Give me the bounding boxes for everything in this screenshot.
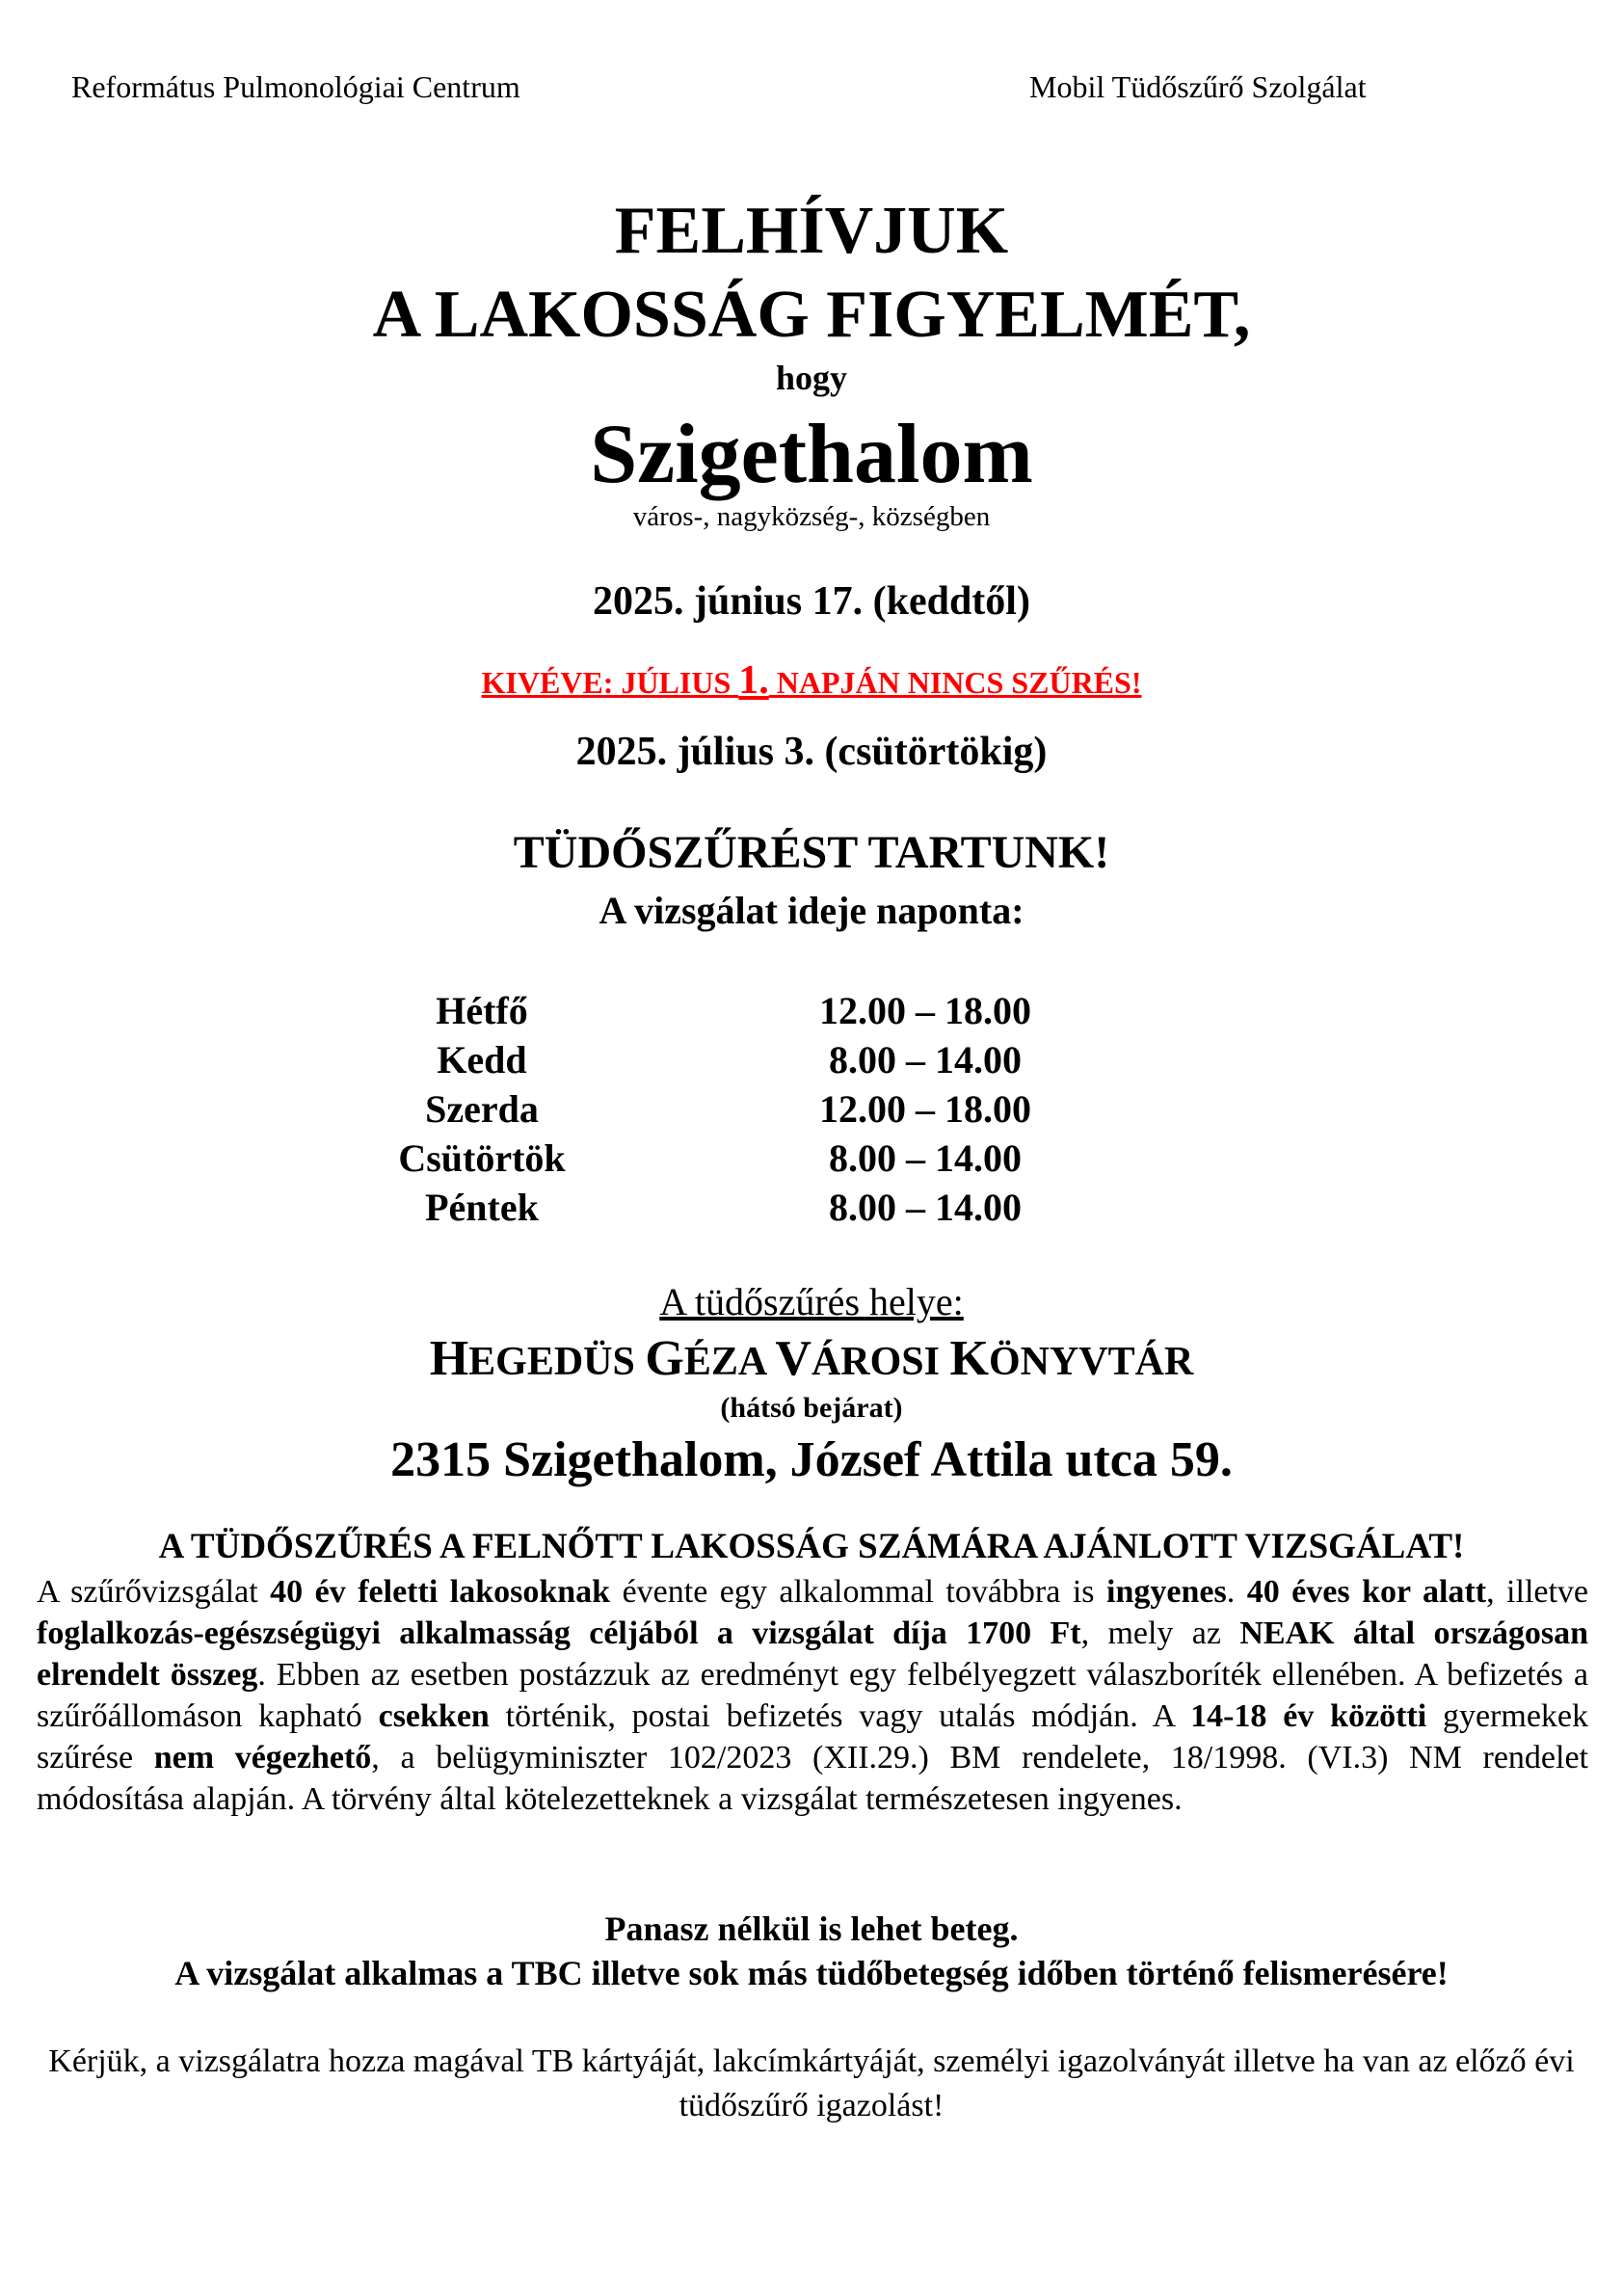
venue-initial: V [775, 1331, 812, 1386]
venue-word: ÉZA [683, 1340, 776, 1384]
venue-word: EGEDÜS [468, 1340, 646, 1384]
schedule-day: Kedd [437, 1038, 527, 1081]
start-date: 2025. június 17. (keddtől) [593, 579, 1030, 624]
info-emphasis: 14-18 év közötti [1190, 1698, 1427, 1734]
info-text: . Ebben az esetben postázzuk az eredményt egy felbélyegzett válaszboríték ellenében. A befizetés a szűrőállomáson kapható [37, 1657, 1588, 1734]
exception-text-2: NAPJÁN NINCS SZŰRÉS! [768, 665, 1142, 700]
venue-initial: H [429, 1331, 469, 1386]
closing-request: Kérjük, a vizsgálatra hozza magával TB kártyáját, lakcímkártyáját, személyi igazolványát illetve ha van az előző évi tüdőszűrő igazolást! [48, 2043, 1575, 2123]
info-text: , mely az [1080, 1615, 1240, 1651]
title-line-2: A LAKOSSÁG FIGYELMÉT, [372, 278, 1251, 352]
exception-day: 1. [738, 658, 769, 703]
venue-word: ÁROSI [811, 1340, 950, 1384]
headline-main: TÜDŐSZŰRÉST TARTUNK! [513, 827, 1110, 878]
schedule-time: 8.00 – 14.00 [829, 1186, 1022, 1229]
info-text: évente egy alkalommal továbbra is [610, 1574, 1106, 1610]
venue-initial: G [645, 1331, 684, 1386]
info-text: A szűrővizsgálat [37, 1574, 271, 1610]
exception-text-1: KIVÉVE: JÚLIUS [481, 665, 739, 700]
closing-line-2: A vizsgálat alkalmas a TBC illetve sok más tüdőbetegség időben történő felismerésére! [174, 1954, 1449, 1992]
end-date: 2025. július 3. (csütörtökig) [575, 730, 1048, 774]
schedule-day: Hétfő [436, 989, 528, 1032]
header-service: Mobil Tüdőszűrő Szolgálat [1029, 69, 1367, 104]
schedule-day: Csütörtök [398, 1136, 566, 1180]
location-label [0, 1278, 1623, 1326]
town-subtitle: város-, nagyközség-, községben [632, 501, 991, 532]
town-name: Szigethalom [590, 408, 1033, 501]
location-label-text: A tüdőszűrés helye: [659, 1280, 964, 1323]
venue-name [0, 1331, 1623, 1387]
entrance-note: (hátsó bejárat) [720, 1392, 903, 1424]
info-emphasis: csekken [378, 1698, 490, 1734]
schedule-time: 12.00 – 18.00 [819, 989, 1031, 1032]
info-emphasis: ingyenes [1106, 1574, 1227, 1610]
info-paragraph [37, 1571, 1588, 1820]
address: 2315 Szigethalom, József Attila utca 59. [390, 1432, 1233, 1487]
info-emphasis: 40 éves kor alatt [1246, 1574, 1487, 1610]
exception-notice [0, 659, 1623, 704]
info-text: , illetve [1486, 1574, 1589, 1610]
closing-line-1: Panasz nélkül is lehet beteg. [604, 1909, 1019, 1948]
schedule-day: Szerda [425, 1087, 539, 1131]
info-emphasis: foglalkozás-egészségügyi alkalmasság céljából a vizsgálat díja 1700 Ft [37, 1615, 1081, 1651]
info-text: gyermekek szűrése [37, 1698, 1588, 1775]
schedule-time: 8.00 – 14.00 [829, 1038, 1022, 1081]
info-text: történik, postai befizetés vagy utalás módján. A [489, 1698, 1191, 1734]
info-emphasis: 40 év feletti lakosoknak [270, 1574, 611, 1610]
title-line-1: FELHÍVJUK [614, 194, 1009, 268]
header-organization: Református Pulmonológiai Centrum [71, 69, 520, 104]
headline-sub: A vizsgálat ideje naponta: [599, 889, 1024, 932]
info-text: , a belügyminiszter 102/2023 (XII.29.) BM rendelete, 18/1998. (VI.3) NM rendelet módosítása alapján. A törvény által kötelezetteknek a vizsgálat természetesen ingyenes. [37, 1740, 1588, 1817]
schedule-time: 8.00 – 14.00 [829, 1136, 1022, 1180]
title-line-3: hogy [775, 359, 848, 397]
info-heading: A TÜDŐSZŰRÉS A FELNŐTT LAKOSSÁG SZÁMÁRA AJÁNLOTT VIZSGÁLAT! [158, 1527, 1465, 1566]
info-emphasis: nem végezhető [153, 1740, 372, 1775]
info-emphasis: NEAK által országosan elrendelt összeg [37, 1615, 1589, 1693]
schedule-day: Péntek [425, 1186, 539, 1229]
venue-word: ÖNYVTÁR [988, 1340, 1194, 1384]
venue-initial: K [949, 1331, 989, 1386]
schedule-time: 12.00 – 18.00 [819, 1087, 1031, 1131]
info-text: . [1226, 1574, 1247, 1610]
